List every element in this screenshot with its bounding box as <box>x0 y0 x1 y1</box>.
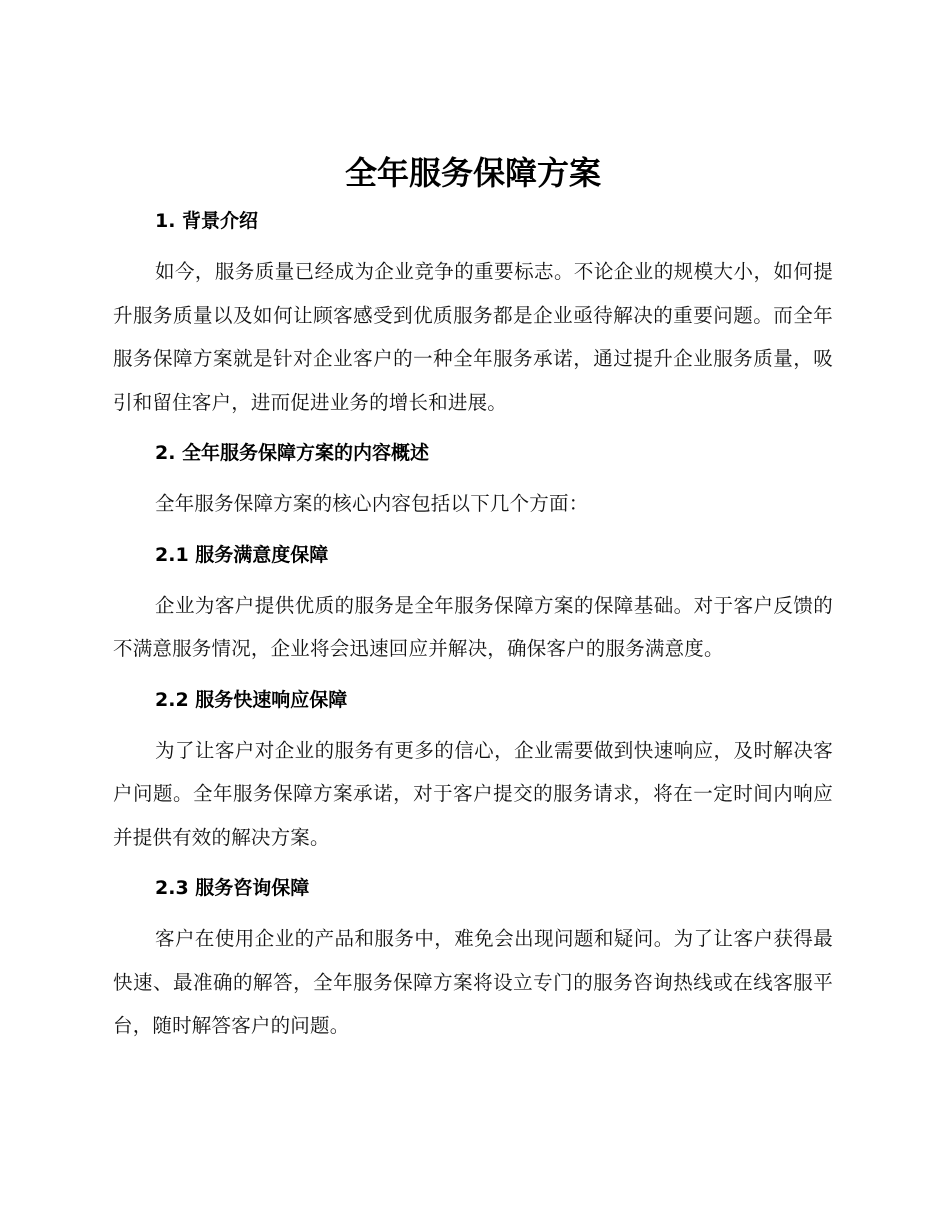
section-paragraph-satisfaction: 企业为客户提供优质的服务是全年服务保障方案的保障基础。对于客户反馈的不满意服务情况，企业将会迅速回应并解决，确保客户的服务满意度。 <box>113 593 833 660</box>
section-paragraph-rapid-response: 为了让客户对企业的服务有更多的信心，企业需要做到快速响应，及时解决客户问题。全年服务保障方案承诺，对于客户提交的服务请求，将在一定时间内响应并提供有效的解决方案。 <box>113 738 833 849</box>
document-title: 全年服务保障方案 <box>344 154 601 192</box>
section-paragraph-overview: 全年服务保障方案的核心内容包括以下几个方面： <box>155 492 589 515</box>
section-heading-satisfaction: 2.1 服务满意度保障 <box>155 543 329 566</box>
section-heading-overview: 2. 全年服务保障方案的内容概述 <box>155 442 430 464</box>
document-body <box>113 148 833 1048</box>
section-heading-background: 1. 背景介绍 <box>155 210 259 232</box>
section-heading-rapid-response: 2.2 服务快速响应保障 <box>155 688 348 711</box>
section-paragraph-background: 如今，服务质量已经成为企业竞争的重要标志。不论企业的规模大小，如何提升服务质量以及如何让顾客感受到优质服务都是企业亟待解决的重要问题。而全年服务保障方案就是针对企业客户的一种全年服务承诺，通过提升企业服务质量，吸引和留住客户，进而促进业务的增长和进展。 <box>113 260 833 414</box>
section-heading-consulting: 2.3 服务咨询保障 <box>155 877 310 899</box>
section-paragraph-consulting: 客户在使用企业的产品和服务中，难免会出现问题和疑问。为了让客户获得最快速、最准确的解答，全年服务保障方案将设立专门的服务咨询热线或在线客服平台，随时解答客户的问题。 <box>113 927 833 1037</box>
